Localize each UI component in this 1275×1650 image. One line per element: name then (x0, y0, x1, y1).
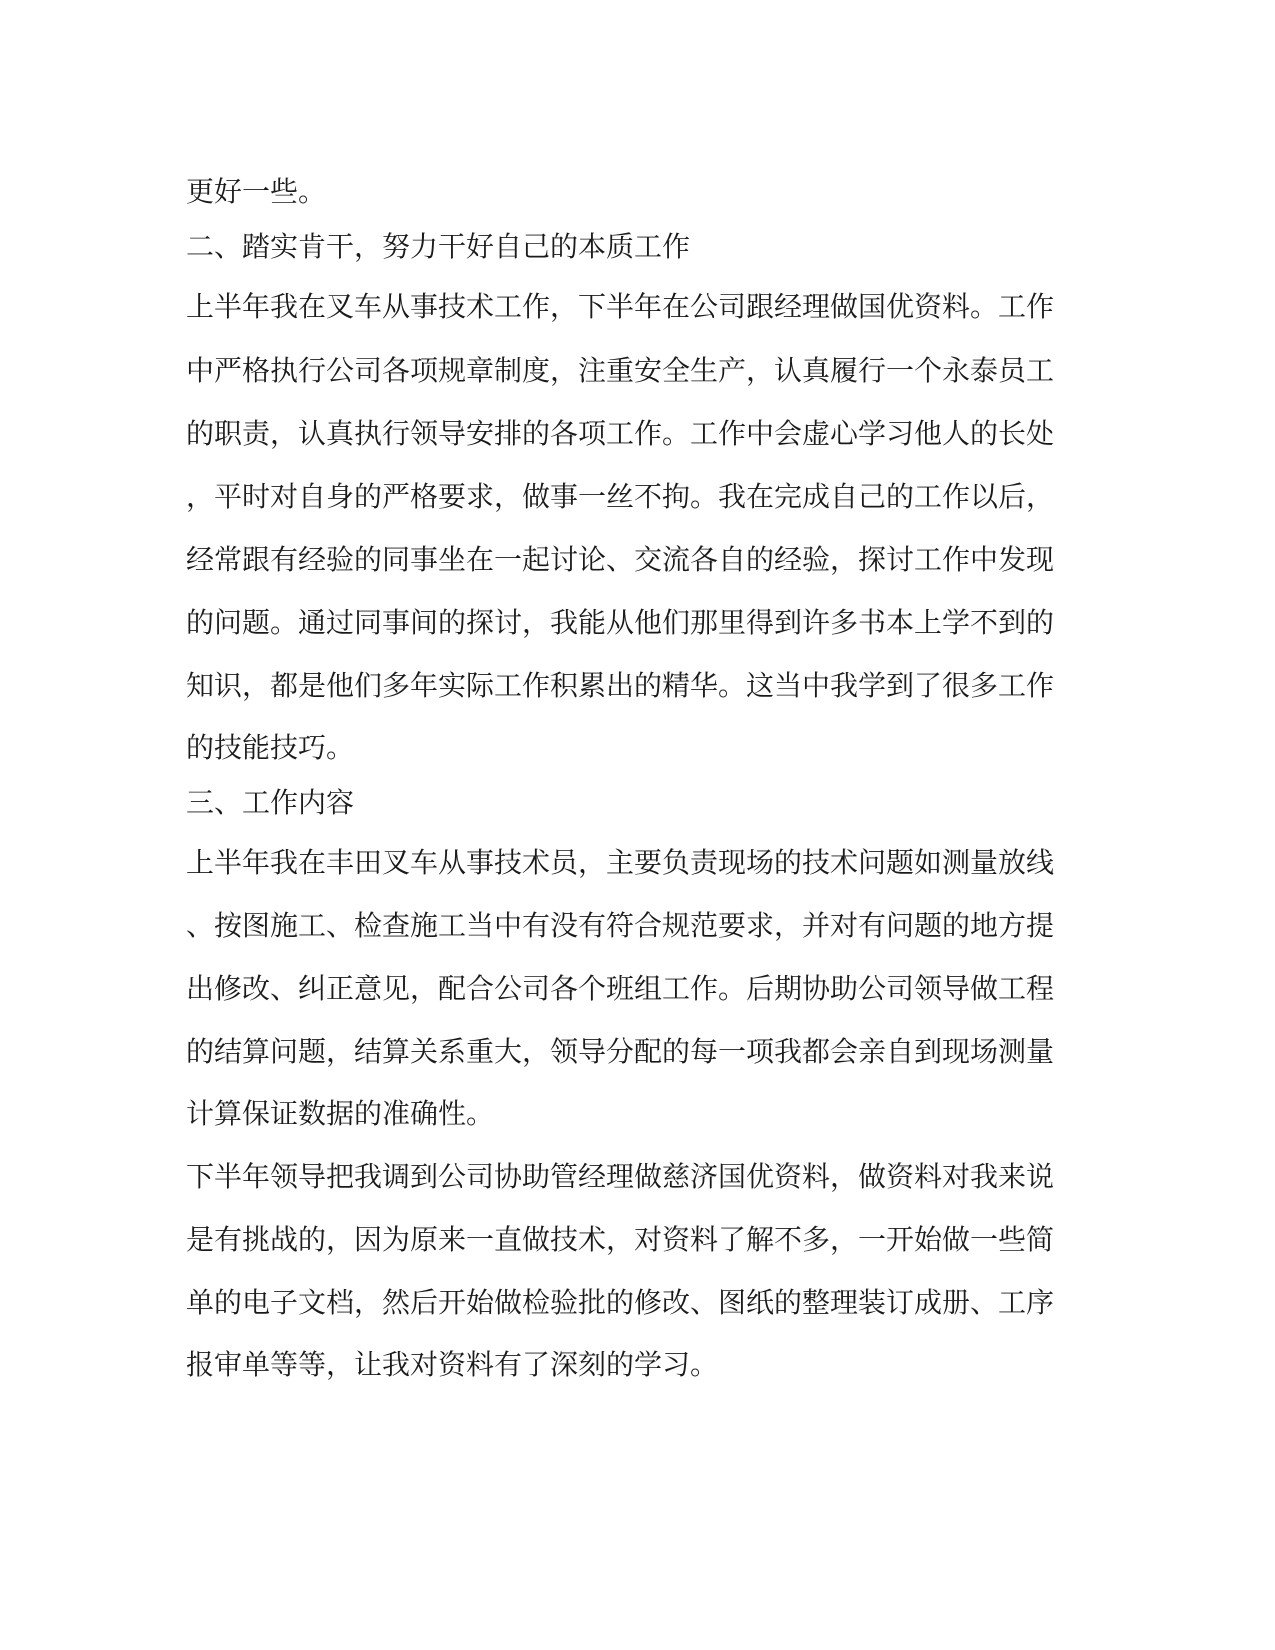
text-line: 计算保证数据的准确性。 (186, 1097, 495, 1130)
text-line: 经常跟有经验的同事坐在一起讨论、交流各自的经验，探讨工作中发现 (186, 543, 1055, 576)
text-line: 是有挑战的，因为原来一直做技术，对资料了解不多，一开始做一些简 (186, 1223, 1055, 1256)
text-line: ，平时对自身的严格要求，做事一丝不拘。我在完成自己的工作以后， (186, 480, 1055, 513)
text-line: 上半年我在丰田叉车从事技术员，主要负责现场的技术问题如测量放线 (186, 846, 1055, 879)
text-line: 、按图施工、检查施工当中有没有符合规范要求，并对有问题的地方提 (186, 909, 1055, 942)
text-line: 的问题。通过同事间的探讨，我能从他们那里得到许多书本上学不到的 (186, 606, 1055, 639)
section-heading: 二、踏实肯干，努力干好自己的本质工作 (186, 230, 691, 263)
text-line: 出修改、纠正意见，配合公司各个班组工作。后期协助公司领导做工程 (186, 972, 1055, 1005)
text-line: 报审单等等，让我对资料有了深刻的学习。 (186, 1348, 719, 1381)
text-line: 更好一些。 (186, 175, 327, 208)
section-heading: 三、工作内容 (186, 786, 355, 819)
text-line: 下半年领导把我调到公司协助管经理做慈济国优资料，做资料对我来说 (186, 1160, 1055, 1193)
text-line: 的职责，认真执行领导安排的各项工作。工作中会虚心学习他人的长处 (186, 417, 1055, 450)
text-line: 知识，都是他们多年实际工作积累出的精华。这当中我学到了很多工作 (186, 669, 1055, 702)
text-line: 的结算问题，结算关系重大，领导分配的每一项我都会亲自到现场测量 (186, 1035, 1055, 1068)
text-line: 单的电子文档，然后开始做检验批的修改、图纸的整理装订成册、工序 (186, 1286, 1055, 1319)
text-line: 上半年我在叉车从事技术工作，下半年在公司跟经理做国优资料。工作 (186, 290, 1055, 323)
text-line: 中严格执行公司各项规章制度，注重安全生产，认真履行一个永泰员工 (186, 354, 1055, 387)
text-line: 的技能技巧。 (186, 731, 355, 764)
